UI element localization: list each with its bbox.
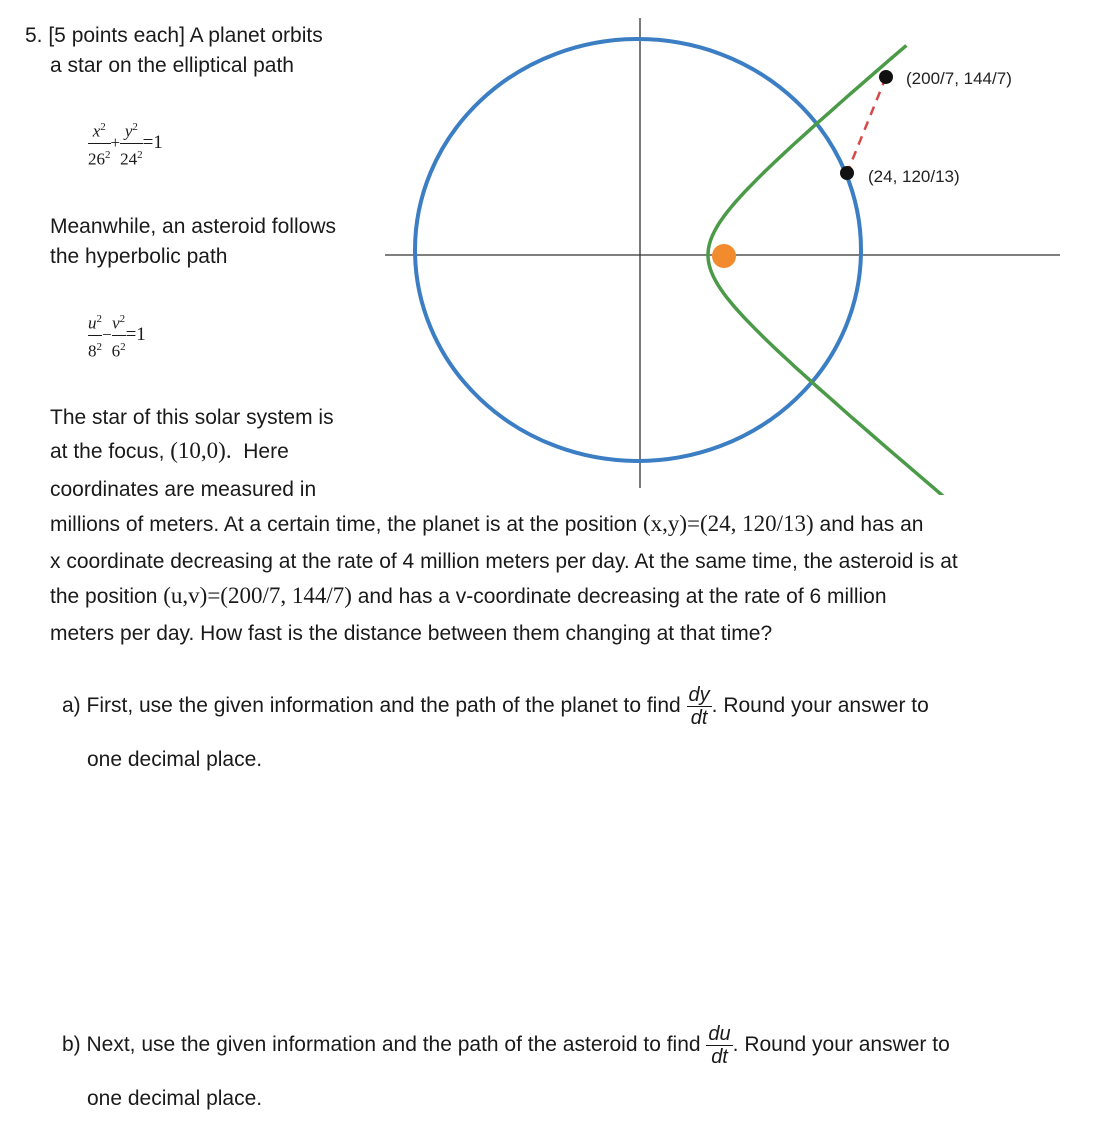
paragraph-line4: meters per day. How fast is the distance between them changing at that time? xyxy=(50,622,773,645)
star-line2: at the focus, (10,0). Here xyxy=(50,438,289,463)
problem-header-line2: a star on the elliptical path xyxy=(50,54,294,77)
paragraph-line2: x coordinate decreasing at the rate of 4 million meters per day. At the same time, the asteroid is at xyxy=(50,550,958,573)
part-a-line2: one decimal place. xyxy=(87,748,263,771)
dy-dt-fraction: $\frac{dy}{dt}$ xyxy=(688,684,710,729)
orbit-figure xyxy=(380,10,1070,495)
du-dt-fraction: $\frac{du}{dt}$ xyxy=(708,1023,731,1068)
asteroid-point xyxy=(879,70,893,84)
paragraph-line3: the position (u,v)=(200/7, 144/7) and has a v-coordinate decreasing at the rate of 6 million xyxy=(50,583,887,608)
asteroid-intro-line1: Meanwhile, an asteroid follows xyxy=(50,215,336,238)
star-marker xyxy=(712,244,736,268)
asteroid-point-label: (200/7, 144/7) xyxy=(906,69,1012,88)
paragraph-line1: millions of meters. At a certain time, the planet is at the position (x,y)=(24, 120/13) and has an xyxy=(50,511,924,536)
hyperbola-equation: $\frac{u^2}{8^2}$ − $\frac{v^2}{6^2}$ =1 xyxy=(88,313,146,361)
coord-line: coordinates are measured in xyxy=(50,478,317,501)
problem-header: 5. [5 points each] A planet orbits xyxy=(25,24,323,47)
asteroid-intro-line2: the hyperbolic path xyxy=(50,245,228,268)
star-line1: The star of this solar system is xyxy=(50,406,334,429)
part-b-question: b) Next, use the given information and the path of the asteroid to find $\frac{du}{dt}$ . Round your answer to xyxy=(62,1023,950,1068)
planet-point-label: (24, 120/13) xyxy=(868,167,960,186)
planet-point xyxy=(840,166,854,180)
elliptical-orbit xyxy=(415,39,861,461)
part-b-line2: one decimal place. xyxy=(87,1087,263,1110)
ellipse-equation: $\frac{x^2}{26^2}$ + $\frac{y^2}{24^2}$ =1 xyxy=(88,121,163,169)
part-a-question: a) First, use the given information and the path of the planet to find $\frac{dy}{dt}$ . Round your answer to xyxy=(62,684,929,729)
